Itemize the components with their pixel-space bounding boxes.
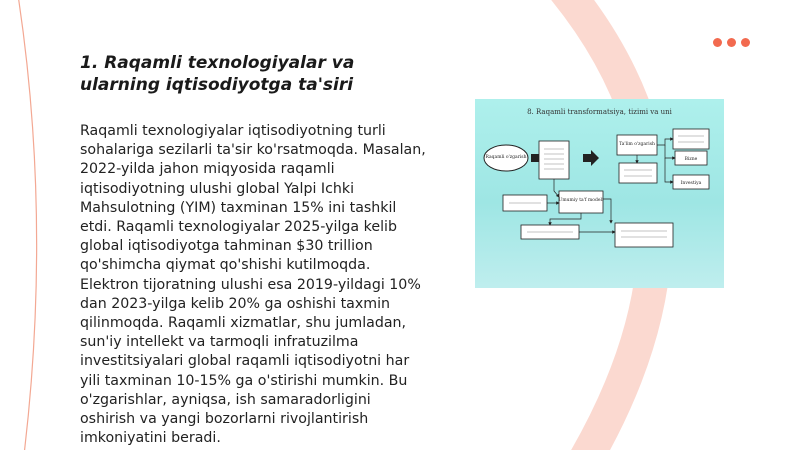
node-right-top-label: Ta'lim o'zgarish (619, 142, 655, 147)
accent-dots (713, 38, 750, 47)
slide-body-text: Raqamli texnologiyalar iqtisodiyotning turli sohalariga sezilarli ta'sir ko'rsatmoqda. Masalan, 2022-yilda jahon miqyosida raqamli iqtisodiyotning ulushi global Yalpi Ichki Mahsulotning (YIM) taxminan 15% ini tashkil etdi. Raqamli texnologiyalar 2025-yilga kelib global iqtisodiyotga tahminan $30 trillion qo'shimcha qiymat qo'shishi kutilmoqda. Elektron tijoratning ulushi esa 2019-yildagi 10% dan 2023-yilga kelib 20% ga oshishi taxmin qilinmoqda. Raqamli xizmatlar, shu jumladan, sun'iy intellekt va tarmoqli infratuzilma investitsiyalari global raqamli iqtisodiyotni har yili taxminan 10-15% ga o'stirishi mumkin. Bu o'zgarishlar, ayniqsa, ish samaradorligini oshirish va yangi bozorlarni rivojlantirish imkoniyatini beradi. (80, 123, 426, 447)
node-left-oval-label: Raqamli o'zgarish (485, 155, 527, 160)
node-far-bottom-label: Investiya (680, 181, 702, 186)
diagram-image (475, 99, 724, 288)
node-right-mid (619, 163, 657, 183)
node-right-bottom (615, 223, 673, 247)
diagram-svg (475, 99, 724, 288)
node-center-top (539, 141, 569, 179)
node-center-box-label: Umumiy ta'f modeli (558, 198, 604, 203)
node-far-mid-label: Bizne (684, 157, 698, 162)
accent-dot (741, 38, 750, 47)
accent-dot (727, 38, 736, 47)
arrow-big-2 (583, 150, 599, 166)
slide-title: 1. Raqamli texnologiyalar va ularning iqtisodiyotga ta'siri (80, 53, 355, 95)
node-far-top (673, 129, 709, 149)
diagram-title: 8. Raqamli transformatsiya, tizimi va uni (527, 108, 672, 116)
accent-dot (713, 38, 722, 47)
